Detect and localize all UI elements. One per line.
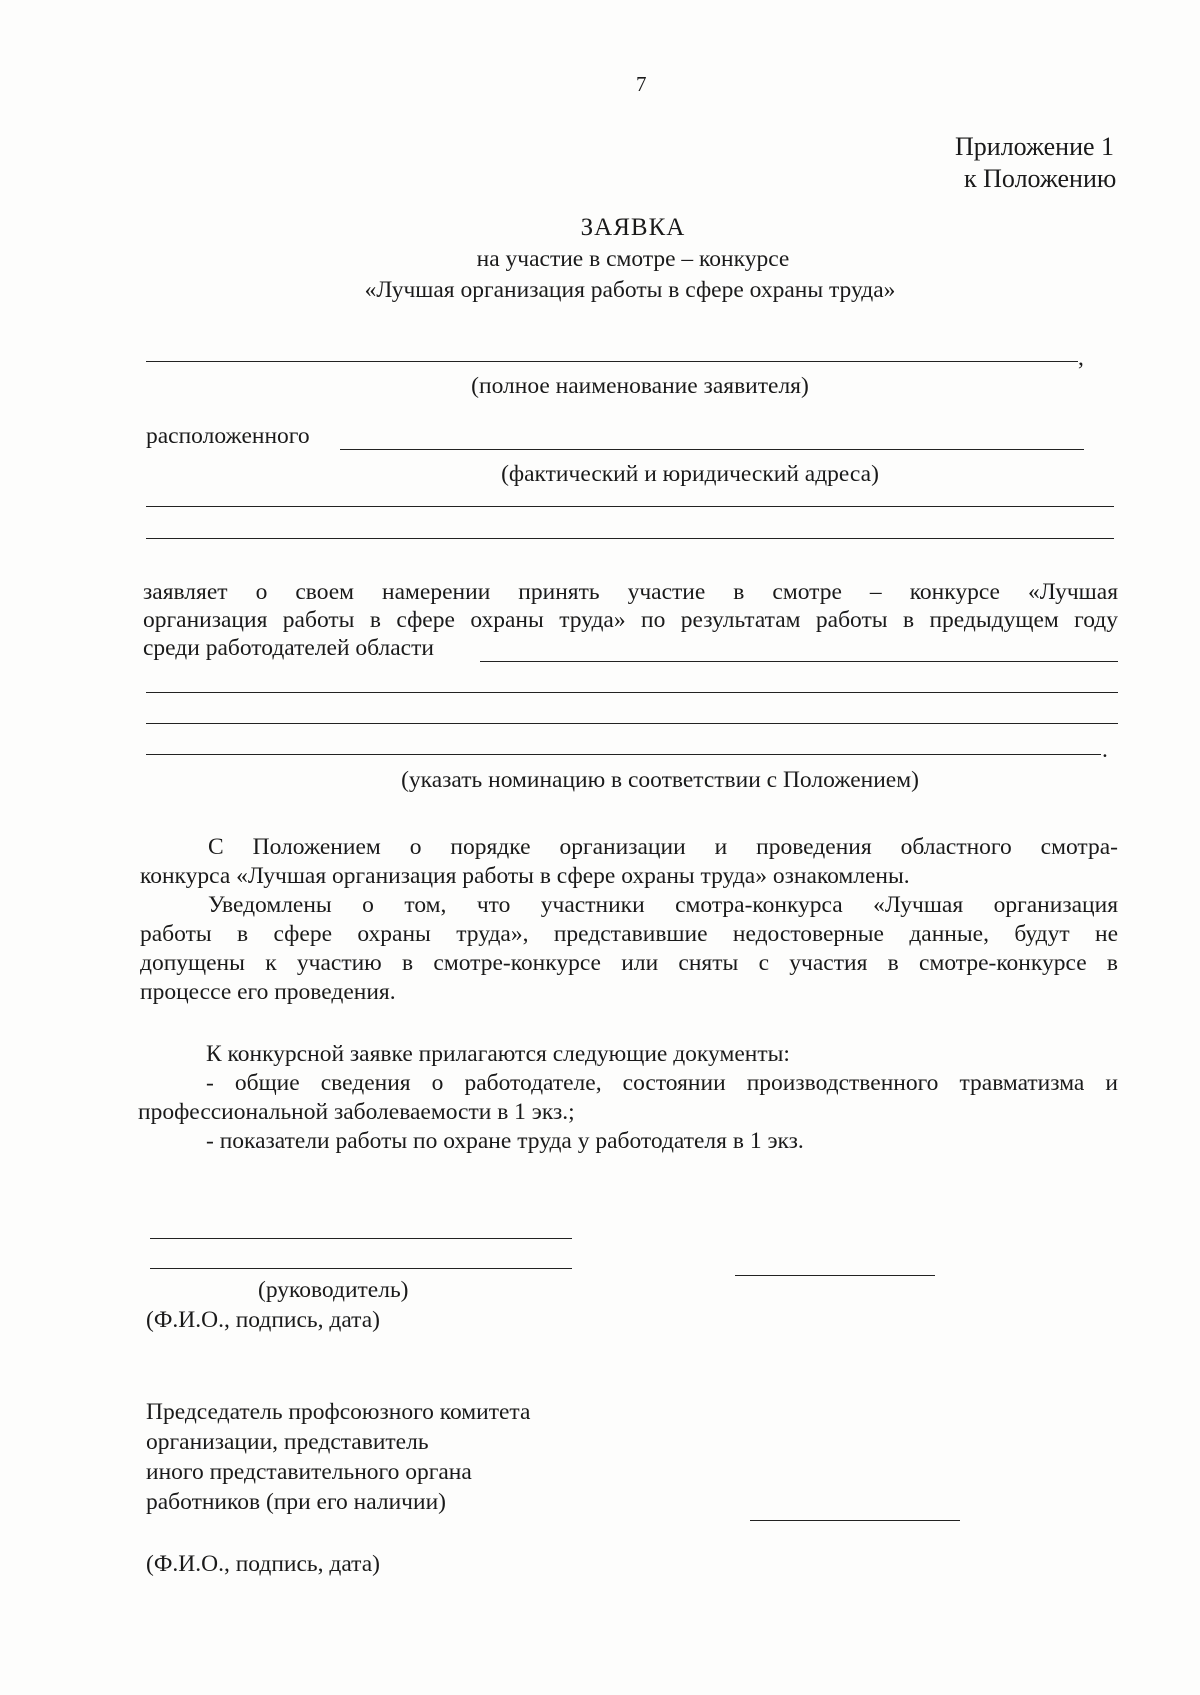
ack-p2-line-2: работы в сфере охраны труда», представившие недостоверные данные, будут не	[140, 921, 1118, 947]
region-line[interactable]	[480, 661, 1118, 662]
applicant-trailing-comma: ,	[1078, 345, 1084, 371]
applicant-caption: (полное наименование заявителя)	[471, 373, 809, 399]
chairman-line-2: организации, представитель	[146, 1429, 429, 1455]
address-line-2[interactable]	[146, 506, 1114, 507]
ack-p2-line-1: Уведомлены о том, что участники смотра-конкурса «Лучшая организация	[208, 892, 1118, 918]
ack-p1-line-2: конкурса «Лучшая организация работы в сфере охраны труда» ознакомлены.	[140, 863, 910, 889]
appendix-line-1: Приложение 1	[955, 132, 1115, 161]
attachment-item-2: - показатели работы по охране труда у работодателя в 1 экз.	[206, 1128, 804, 1154]
address-line-3[interactable]	[146, 538, 1114, 539]
ack-p2-line-3: допущены к участию в смотре-конкурсе или сняты с участия в смотре-конкурсе в	[140, 950, 1118, 976]
chairman-signature-line[interactable]	[750, 1520, 960, 1521]
acknowledgement-block	[140, 833, 1118, 1007]
nomination-caption: (указать номинацию в соответствии с Положением)	[401, 767, 919, 793]
nomination-line-2[interactable]	[146, 723, 1118, 724]
manager-name-line-1[interactable]	[150, 1238, 572, 1239]
declaration-line-1: заявляет о своем намерении принять участие в смотре – конкурсе «Лучшая	[143, 579, 1118, 605]
located-label: расположенного	[146, 423, 310, 449]
ack-p1-line-1: С Положением о порядке организации и проведения областного смотра-	[208, 834, 1118, 860]
attachment-item-1-line-2: профессиональной заболеваемости в 1 экз.;	[138, 1099, 575, 1125]
declaration-line-2: организация работы в сфере охраны труда» по результатам работы в предыдущем году	[143, 607, 1118, 633]
address-caption: (фактический и юридический адреса)	[501, 461, 879, 487]
page-number: 7	[636, 72, 647, 96]
document-subtitle-2: «Лучшая организация работы в сфере охраны труда»	[364, 277, 896, 303]
manager-name-line-2[interactable]	[150, 1268, 572, 1269]
nomination-trailing-dot: .	[1102, 737, 1108, 763]
chairman-details: (Ф.И.О., подпись, дата)	[146, 1551, 380, 1577]
applicant-name-line[interactable]	[146, 361, 1078, 362]
appendix-line-2: к Положению	[964, 164, 1117, 193]
nomination-line-3[interactable]	[146, 754, 1101, 755]
chairman-line-3: иного представительного органа	[146, 1459, 472, 1485]
attachments-block	[138, 1040, 1118, 1156]
manager-signature-line[interactable]	[735, 1275, 935, 1276]
document-subtitle-1: на участие в смотре – конкурсе	[476, 246, 790, 272]
address-line-1[interactable]	[340, 449, 1084, 450]
attachments-intro: К конкурсной заявке прилагаются следующие документы:	[206, 1041, 790, 1067]
manager-caption: (руководитель)	[258, 1277, 409, 1303]
ack-p2-line-4: процессе его проведения.	[140, 979, 396, 1005]
nomination-line-1[interactable]	[146, 692, 1118, 693]
manager-details: (Ф.И.О., подпись, дата)	[146, 1307, 380, 1333]
declaration-paragraph	[143, 578, 1118, 662]
declaration-line-3: среди работодателей области	[143, 635, 434, 661]
chairman-line-1: Председатель профсоюзного комитета	[146, 1399, 531, 1425]
chairman-line-4: работников (при его наличии)	[146, 1489, 446, 1515]
document-title: ЗАЯВКА	[580, 214, 686, 241]
attachment-item-1-line-1: - общие сведения о работодателе, состоянии производственного травматизма и	[206, 1070, 1118, 1096]
